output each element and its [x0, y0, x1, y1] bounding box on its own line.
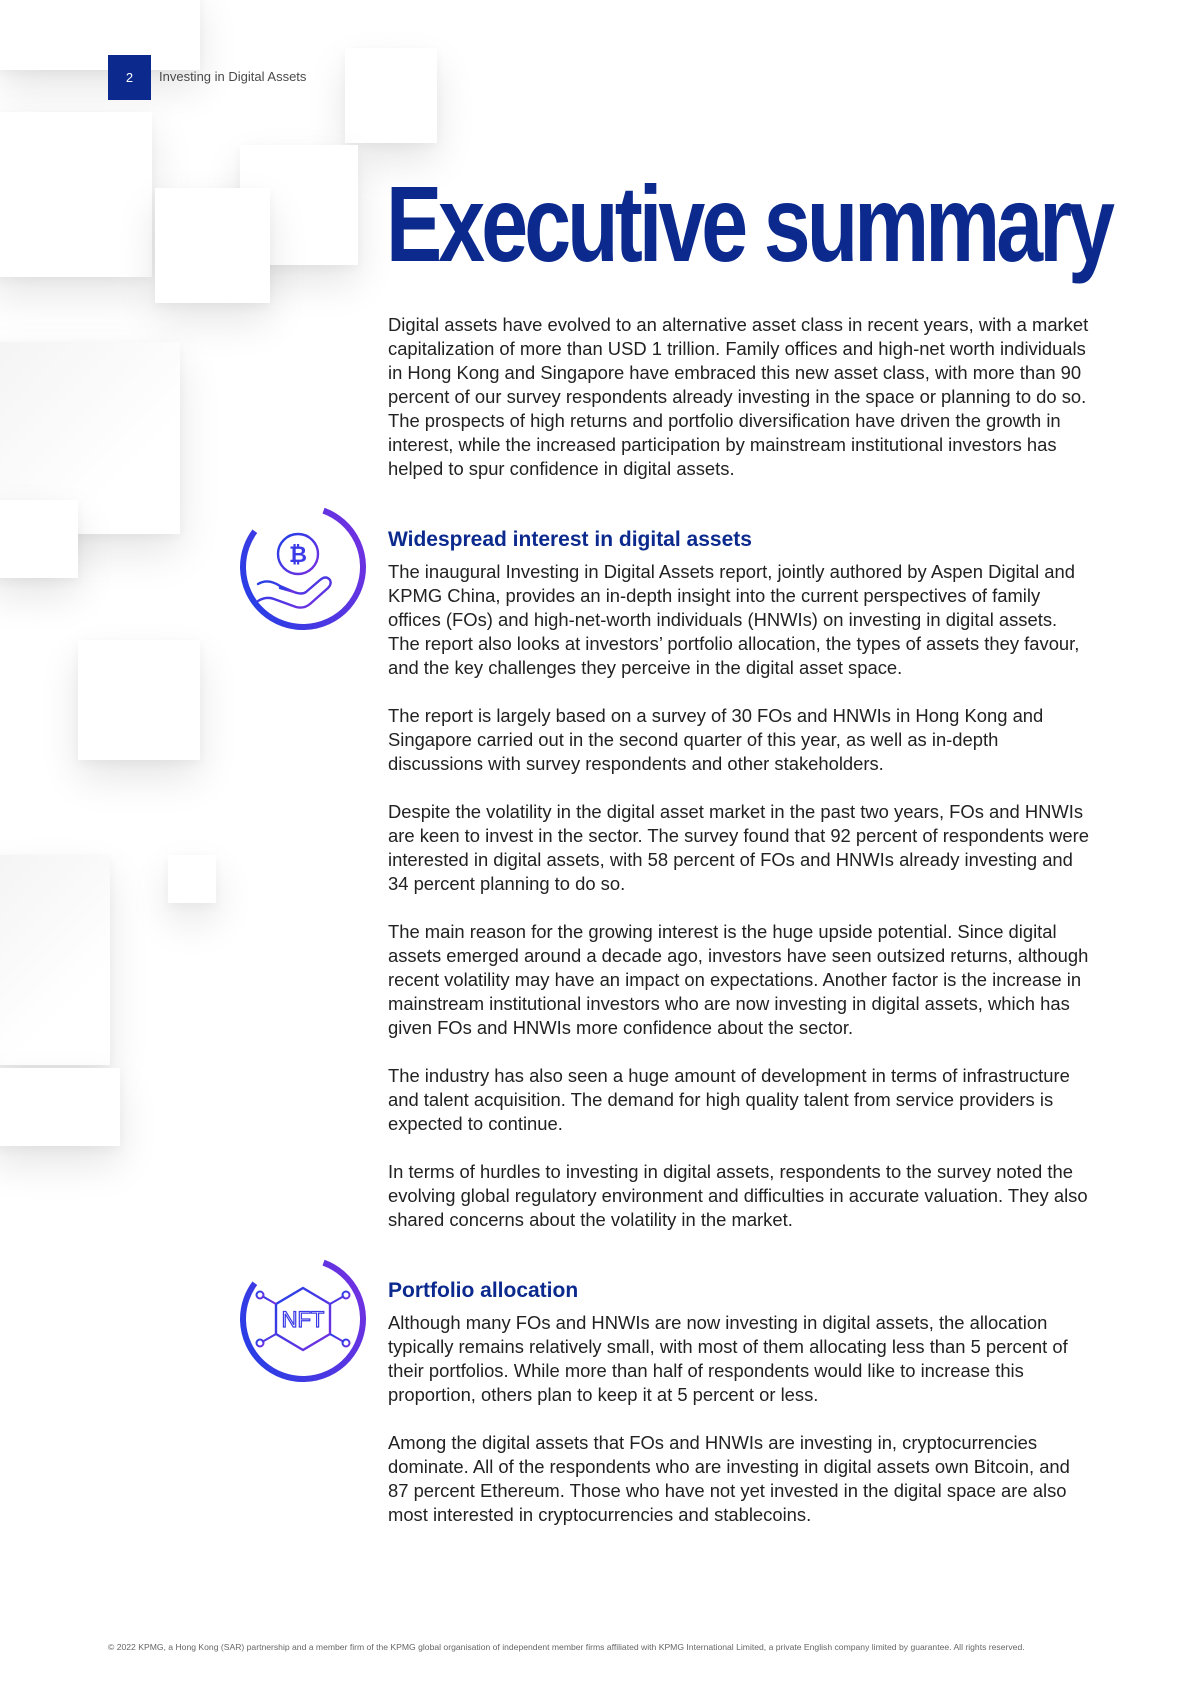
paragraph: Although many FOs and HNWIs are now investing in digital assets, the allocation typically remains relatively small, with most of them allocating less than 5 percent of their portfolios. While more than half of respondents would like to increase this proportion, others plan to keep it at 5 percent or less.	[388, 1312, 1068, 1405]
intro-paragraph: Digital assets have evolved to an alternative asset class in recent years, with a market capitalization of more than USD 1 trillion. Family offices and high-net worth individuals in Hong Kong and Singapore have embraced this new asset class, with more than 90 percent of our survey respondents already investing in the space or planning to do so. The prospects of high returns and portfolio diversification have driven the growth in interest, while the increased participation by mainstream institutional investors has helped to spur confidence in digital assets.	[388, 314, 1089, 479]
intro-block	[388, 313, 1093, 481]
bitcoin-hand-icon	[238, 502, 368, 632]
paragraph: The report is largely based on a survey of 30 FOs and HNWIs in Hong Kong and Singapore carried out in the second quarter of this year, as well as in-depth discussions with survey respondents and other stakeholders.	[388, 705, 1044, 774]
running-header-title: Investing in Digital Assets	[159, 69, 307, 84]
paragraph: Despite the volatility in the digital asset market in the past two years, FOs and HNWIs are keen to invest in the sector. The survey found that 92 percent of respondents were interested in digital assets, with 58 percent of FOs and HNWIs already investing and 34 percent planning to do so.	[388, 801, 1089, 894]
page-title: Executive summary	[386, 163, 1112, 284]
page-number-box	[108, 55, 151, 100]
paragraph: The inaugural Investing in Digital Assets report, jointly authored by Aspen Digital and KPMG China, provides an in-depth insight into the current perspectives of family offices (FOs) and high-net-worth individuals (HNWIs) on investing in digital assets. The report also looks at investors’ portfolio allocation, the types of assets they favour, and the key challenges they perceive in the digital asset space.	[388, 561, 1080, 678]
section-heading: Widespread interest in digital assets	[388, 528, 752, 551]
paragraph: The main reason for the growing interest is the huge upside potential. Since digital assets emerged around a decade ago, investors have seen outsized returns, although recent volatility may have an impact on expectations. Another factor is the increase in mainstream institutional investors who are now investing in digital assets, which has given FOs and HNWIs more confidence about the sector.	[388, 921, 1089, 1038]
paragraph: The industry has also seen a huge amount of development in terms of infrastructure and talent acquisition. The demand for high quality talent from service providers is expected to continue.	[388, 1065, 1070, 1134]
page-number: 2	[125, 70, 134, 85]
nft-icon	[238, 1254, 368, 1384]
section-heading: Portfolio allocation	[388, 1279, 579, 1302]
section-widespread-interest	[388, 526, 1093, 1232]
svg-text:₿: ₿	[289, 543, 307, 568]
paragraph: Among the digital assets that FOs and HNWIs are investing in, cryptocurrencies dominate. All of the respondents who are investing in digital assets own Bitcoin, and 87 percent Ethereum. Those who have not yet invested in the digital space are also most interested in cryptocurrencies and stablecoins.	[388, 1432, 1070, 1525]
footer-copyright: © 2022 KPMG, a Hong Kong (SAR) partnership and a member firm of the KPMG global organisation of independent member firms affiliated with KPMG International Limited, a private English company limited by guarantee. All rights reserved.	[108, 1642, 1025, 1652]
paragraph: In terms of hurdles to investing in digital assets, respondents to the survey noted the evolving global regulatory environment and difficulties in accurate valuation. They also shared concerns about the volatility in the market.	[388, 1161, 1088, 1230]
section-portfolio-allocation	[388, 1277, 1093, 1527]
nft-icon-label: NFT	[281, 1307, 325, 1332]
